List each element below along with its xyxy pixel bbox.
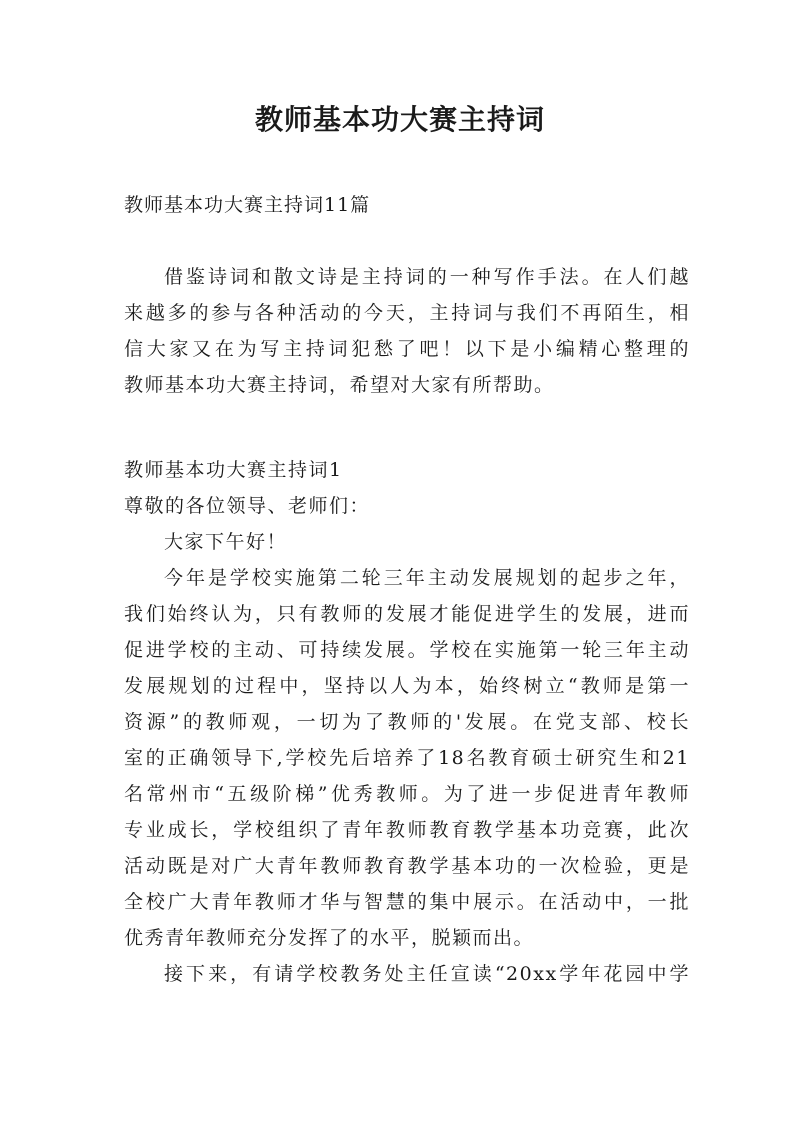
intro-line: 教师基本功大赛主持词，希望对大家有所帮助。	[124, 374, 555, 396]
body-line: 全校广大青年教师才华与智慧的集中展示。在活动中，一批	[124, 891, 690, 913]
document-subtitle: 教师基本功大赛主持词11篇	[124, 194, 371, 216]
body-line: 优秀青年教师充分发挥了的水平，脱颖而出。	[124, 927, 535, 949]
document-title: 教师基本功大赛主持词	[254, 103, 545, 136]
body-line: 今年是学校实施第二轮三年主动发展规划的起步之年，	[164, 567, 690, 589]
body-line: 资源”的教师观，一切为了教师的'发展。在党支部、校长	[124, 711, 690, 733]
body-line: 发展规划的过程中，坚持以人为本，始终树立“教师是第一	[124, 675, 690, 697]
body-line: 我们始终认为，只有教师的发展才能促进学生的发展，进而	[124, 603, 690, 625]
body-line-last: 接下来，有请学校教务处主任宣读“20xx学年花园中学	[164, 963, 690, 985]
body-line: 室的正确领导下,学校先后培养了18名教育硕士研究生和21	[124, 747, 690, 769]
intro-line: 信大家又在为写主持词犯愁了吧！以下是小编精心整理的	[124, 338, 690, 360]
speech-section	[124, 452, 690, 992]
intro-line: 来越多的参与各种活动的今天，主持词与我们不再陌生，相	[124, 302, 690, 324]
body-line: 专业成长，学校组织了青年教师教育教学基本功竞赛，此次	[124, 819, 690, 841]
intro-paragraph	[124, 259, 690, 403]
body-line: 促进学校的主动、可持续发展。学校在实施第一轮三年主动	[124, 639, 690, 661]
intro-line: 借鉴诗词和散文诗是主持词的一种写作手法。在人们越	[164, 266, 690, 288]
greeting: 大家下午好！	[164, 531, 288, 553]
body-line: 名常州市“五级阶梯”优秀教师。为了进一步促进青年教师	[124, 783, 690, 805]
section-heading: 教师基本功大赛主持词1	[124, 459, 343, 481]
salutation: 尊敬的各位领导、老师们：	[124, 495, 371, 517]
body-line: 活动既是对广大青年教师教育教学基本功的一次检验，更是	[124, 855, 690, 877]
